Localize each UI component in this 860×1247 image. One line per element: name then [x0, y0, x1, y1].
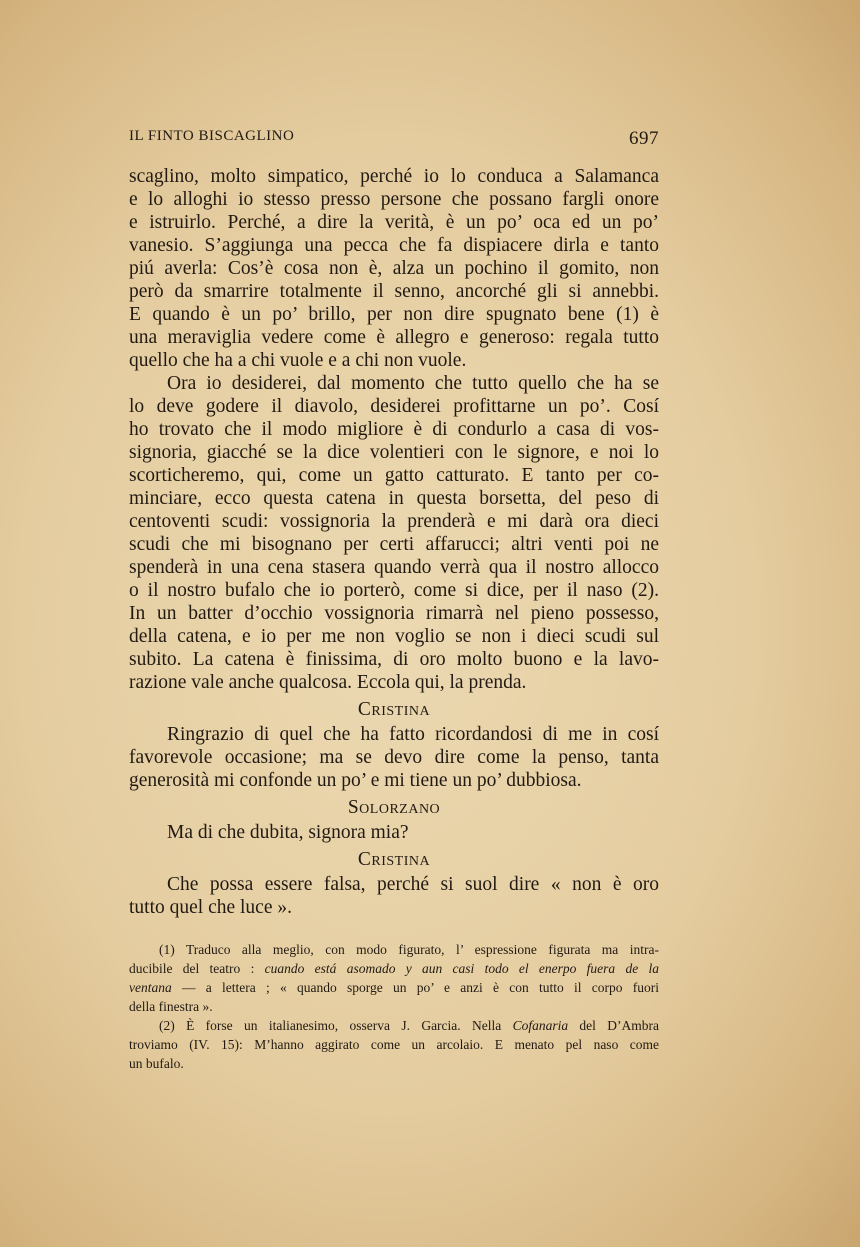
- text-line: E quando è un po’ brillo, per non dire spugnato bene (1) è: [129, 304, 659, 325]
- footnote-text: (2) È forse un italianesimo, osserva J. Garcia. Nella: [159, 1018, 513, 1033]
- paragraph-3: [129, 723, 659, 792]
- text-line: vanesio. S’aggiunga una pecca che fa dispiacere dirla e tanto: [129, 235, 659, 256]
- text-line: Che possa essere falsa, perché si suol dire « non è oro: [167, 874, 659, 895]
- text-line: ho trovato che il modo migliore è di condurlo a casa di vos-: [129, 419, 659, 440]
- text-line: Ma di che dubita, signora mia?: [167, 822, 409, 843]
- text-line: generosità mi confonde un po’ e mi tiene un po’ dubbiosa.: [129, 770, 582, 791]
- footnote-1: [129, 940, 659, 1016]
- text-line: minciare, ecco questa catena in questa borsetta, del peso di: [129, 488, 659, 509]
- footnote-line: troviamo (IV. 15): M’hanno aggirato come un arcolaio. E menato pel naso come: [129, 1037, 659, 1052]
- text-line: e istruirlo. Perché, a dire la verità, è un po’ oca ed un po’: [129, 212, 659, 233]
- text-line: piú averla: Cos’è cosa non è, alza un pochino il gomito, non: [129, 258, 659, 279]
- text-line: scaglino, molto simpatico, perché io lo conduca a Salamanca: [129, 166, 659, 187]
- paragraph-2: [129, 372, 659, 694]
- running-title: IL FINTO BISCAGLINO: [129, 128, 295, 144]
- text-line: della catena, e io per me non voglio se non i dieci scudi sul: [129, 626, 659, 647]
- footnote-line: un bufalo.: [129, 1056, 184, 1071]
- text-line: Ora io desiderei, dal momento che tutto quello che ha se: [167, 373, 659, 394]
- paragraph-5: [129, 873, 659, 919]
- footnote-text: — a lettera ; « quando sporge un po’ e anzi è con tutto il corpo fuori: [171, 980, 659, 995]
- paragraph-4: [129, 821, 659, 844]
- paragraph-1: [129, 165, 659, 372]
- text-line: però da smarrire totalmente il senno, ancorché gli si annebbi.: [129, 281, 659, 302]
- running-head: [129, 128, 659, 150]
- text-line: razione vale anche qualcosa. Eccola qui, la prenda.: [129, 672, 527, 693]
- footnote-quote: cuando está asomado y aun casi todo el enerpo fuera de la: [264, 961, 659, 976]
- body-text: [129, 165, 659, 919]
- text-line: subito. La catena è finissima, di oro molto buono e la lavo-: [129, 649, 659, 670]
- footnote-text: ducibile del teatro :: [129, 961, 265, 976]
- speaker-solorzano: Solorzano: [347, 797, 441, 818]
- text-line: una meraviglia vedere come è allegro e generoso: regala tutto: [129, 327, 659, 348]
- speaker-cristina: Cristina: [357, 699, 431, 720]
- text-line: tutto quel che luce ».: [129, 897, 292, 918]
- text-line: quello che ha a chi vuole e a chi non vuole.: [129, 350, 467, 371]
- text-line: favorevole occasione; ma se devo dire come la penso, tanta: [129, 747, 659, 768]
- footnote-2: [129, 1016, 659, 1073]
- footnote-line: [129, 959, 659, 978]
- footnote-title: Cofanaria: [512, 1018, 569, 1033]
- text-line: o il nostro bufalo che io porterò, come si dice, per il naso (2).: [129, 580, 659, 601]
- text-line: Ringrazio di quel che ha fatto ricordandosi di me in cosí: [167, 724, 659, 745]
- footnote-text: del D’Ambra: [568, 1018, 659, 1033]
- text-line: lo deve godere il diavolo, desiderei profittarne un po’. Cosí: [129, 396, 659, 417]
- footnote-line: della finestra ».: [129, 999, 213, 1014]
- text-line: scorticheremo, qui, come un gatto catturato. E tanto per co-: [129, 465, 659, 486]
- speaker-cristina: Cristina: [357, 849, 431, 870]
- text-line: spenderà in una cena stasera quando verrà qua il nostro allocco: [129, 557, 659, 578]
- footnotes: [129, 940, 659, 1073]
- footnote-line: [129, 978, 659, 997]
- text-line: signoria, giacché se la dice volentieri con le signore, e noi lo: [129, 442, 659, 463]
- footnote-line: [129, 1016, 659, 1035]
- footnote-line: (1) Traduco alla meglio, con modo figurato, l’ espressione figurata ma intra-: [159, 942, 659, 957]
- text-line: scudi che mi bisognano per certi affarucci; altri venti poi ne: [129, 534, 659, 555]
- text-line: In un batter d’occhio vossignoria rimarrà nel pieno possesso,: [129, 603, 659, 624]
- page-number: 697: [629, 128, 659, 149]
- text-line: centoventi scudi: vossignoria la prenderà e mi darà ora dieci: [129, 511, 659, 532]
- text-line: e lo alloghi io stesso presso persone che possano fargli onore: [129, 189, 659, 210]
- footnote-quote: ventana: [129, 980, 172, 995]
